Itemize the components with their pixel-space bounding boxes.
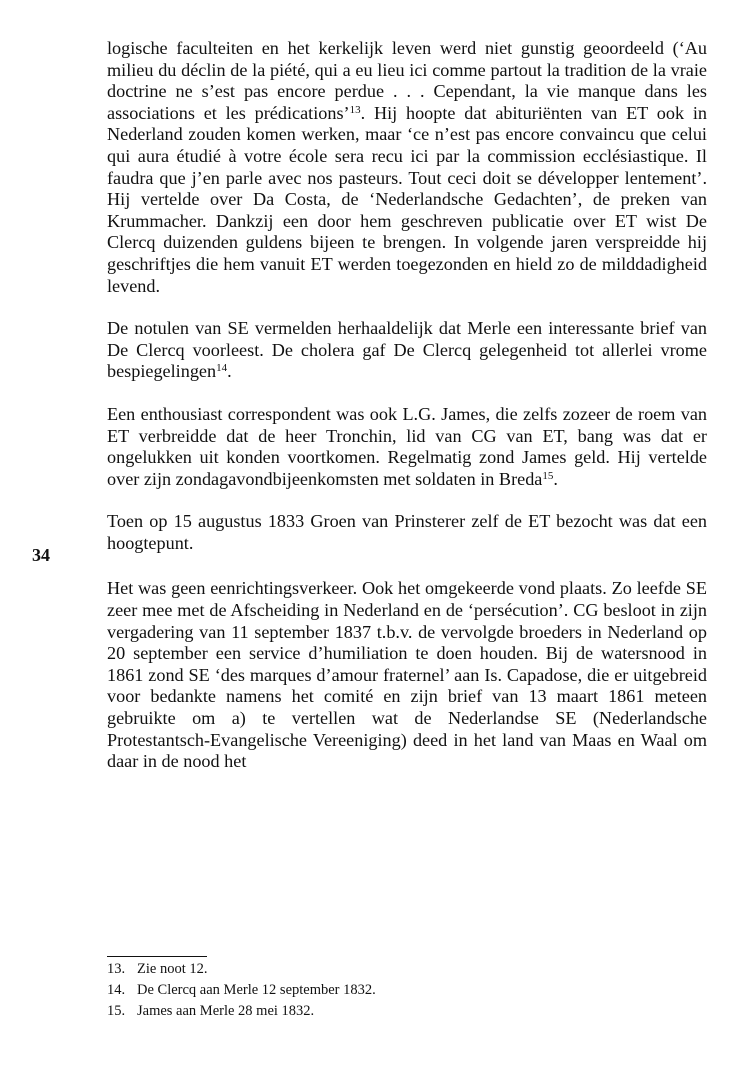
footnote-divider bbox=[107, 956, 207, 957]
paragraph-text: Toen op 15 augustus 1833 Groen van Prinsterer zelf de ET bezocht was dat een hoogtepunt. bbox=[107, 511, 707, 553]
paragraph-1 bbox=[107, 38, 707, 297]
footnote-text: Zie noot 12. bbox=[137, 961, 208, 977]
paragraph-4 bbox=[107, 511, 707, 554]
footnote-text: De Clercq aan Merle 12 september 1832. bbox=[137, 982, 376, 998]
footnote-14 bbox=[107, 980, 707, 1001]
paragraph-2 bbox=[107, 318, 707, 383]
footnote-number: 14. bbox=[107, 982, 126, 998]
paragraph-text: Het was geen eenrichtingsverkeer. Ook het omgekeerde vond plaats. Zo leefde SE zeer mee met de Afscheiding in Nederland en de ‘persécution’. CG besloot in zijn vergadering van 11 september 1837 t.b.v. de vervolgde broeders in Nederland op 20 september een service d’humiliation te doen houden. Bij de watersnood in 1861 zond SE ‘des marques d’amour fraternel’ aan Is. Capadose, die er uitgebreid voor bedankte namens het comité en zijn brief van 13 maart 1861 meteen gebruikte om a) te vertellen wat de Nederlandse SE (Nederlandsche Protestantsch-Evangelische Vereeniging) deed in het land van Maas en Waal om daar in de nood het bbox=[107, 578, 707, 772]
paragraph-text: logische faculteiten en het kerkelijk leven werd niet gunstig geoordeeld (‘Au milieu du déclin de la piété, qui a eu lieu ici comme partout la tradition de la vraie doctrine ne s’est pas encore perdue . . . Cependant, la vie manque dans les associations et les prédications’ bbox=[107, 38, 707, 123]
footnote-15 bbox=[107, 1001, 707, 1022]
footnote-number: 15. bbox=[107, 1003, 126, 1019]
paragraph-text: . bbox=[553, 468, 558, 489]
footnote-ref-13[interactable]: 13 bbox=[349, 103, 361, 116]
footnote-13 bbox=[107, 959, 707, 980]
paragraph-5 bbox=[107, 578, 707, 772]
paragraph-3 bbox=[107, 404, 707, 490]
footnote-ref-14[interactable]: 14 bbox=[216, 362, 228, 375]
footnote-number: 13. bbox=[107, 961, 126, 977]
footnote-text: James aan Merle 28 mei 1832. bbox=[137, 1003, 315, 1019]
footnote-ref-15[interactable]: 15 bbox=[542, 469, 554, 482]
body-text bbox=[107, 38, 707, 773]
paragraph-text: . Hij hoopte dat abituriënten van ET ook in Nederland zouden komen werken, maar ‘ce n’est pas encore convaincu que celui qui aura étudié à votre école sera recu ici par la commission ecclésiastique. Il faudra que j’en parle avec nos pasteurs. Tout ceci doit se développer lentement’. Hij vertelde over Da Costa, de ‘Nederlandsche Gedachten’, de preken van Krummacher. Dankzij een door hem geschreven publicatie over ET wist De Clercq duizenden guldens bijeen te brengen. In volgende jaren verspreidde hij geschriftjes die hem vanuit ET werden toegezonden en hield zo de milddadigheid levend. bbox=[107, 102, 707, 296]
page-number: 34 bbox=[32, 545, 50, 565]
footnotes bbox=[107, 959, 707, 1022]
paragraph-text: Een enthousiast correspondent was ook L.G. James, die zelfs zozeer de roem van ET verbreidde dat de heer Tronchin, lid van CG van ET, bang was dat er ongelukken uit konden voortkomen. Regelmatig zond James geld. Hij vertelde over zijn zondagavondbijeenkomsten met soldaten in Breda bbox=[107, 403, 707, 489]
paragraph-text: . bbox=[227, 361, 232, 382]
paragraph-text: De notulen van SE vermelden herhaaldelijk dat Merle een interessante brief van De Clercq voorleest. De cholera gaf De Clercq gelegenheid tot allerlei vrome bespiegelingen bbox=[107, 318, 707, 382]
